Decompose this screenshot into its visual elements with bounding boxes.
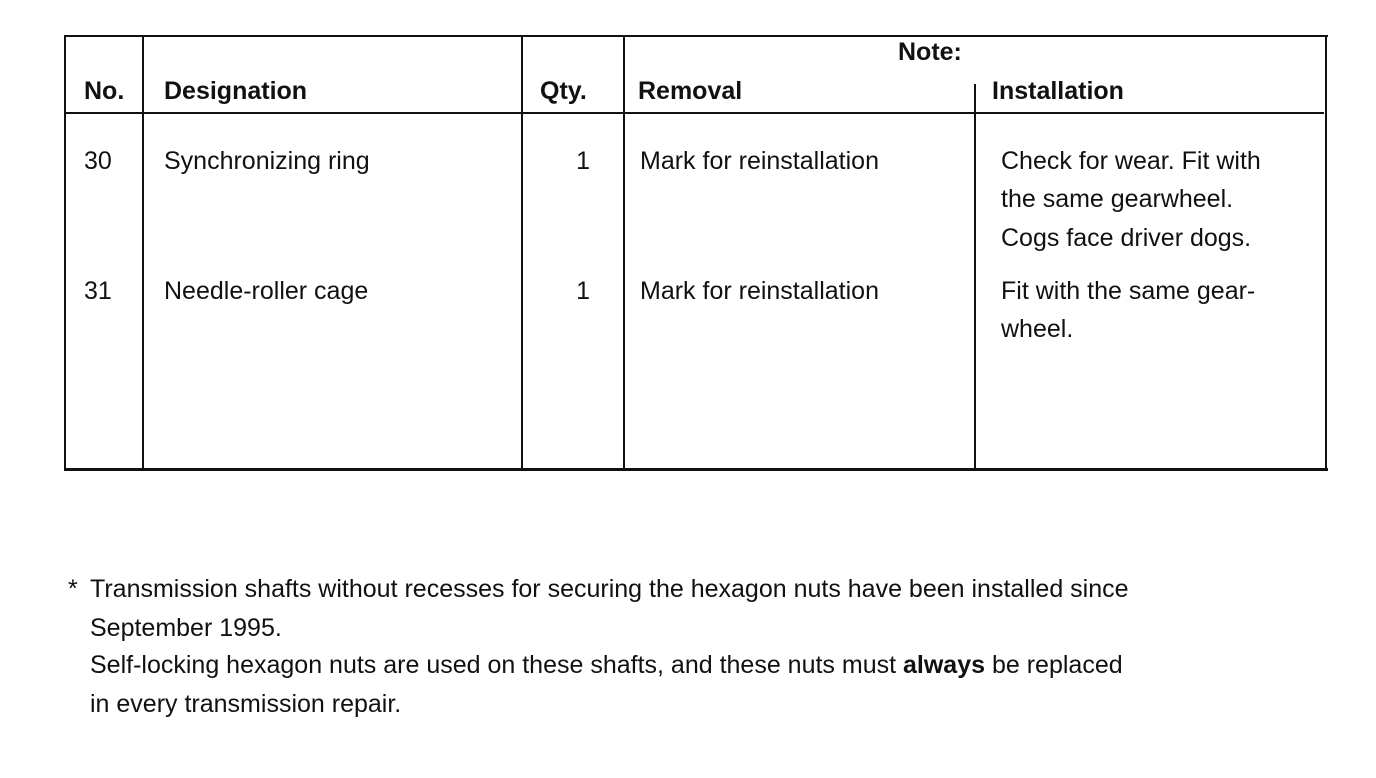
col-divider-no — [142, 35, 144, 471]
footnote-line-3 — [90, 646, 1123, 684]
header-qty: Qty. — [540, 77, 587, 105]
header-no: No. — [84, 77, 125, 105]
footnote-marker: * — [68, 575, 78, 603]
row-qty: 1 — [576, 147, 590, 175]
col-divider-qty — [623, 35, 625, 471]
table-top-border — [64, 35, 1328, 37]
footnote-line-1: Transmission shafts without recesses for securing the hexagon nuts have been installed since — [90, 575, 1129, 603]
col-divider-removal — [974, 84, 976, 471]
footnote-line-3-pre: Self-locking hexagon nuts are used on these shafts, and these nuts must — [90, 651, 904, 679]
row-designation: Needle-roller cage — [164, 277, 369, 305]
note-header: Note: — [898, 38, 962, 66]
row-removal: Mark for reinstallation — [640, 147, 879, 175]
row-qty: 1 — [576, 277, 590, 305]
header-removal: Removal — [638, 77, 743, 105]
row-installation-line-1: Fit with the same gear- — [1001, 277, 1256, 305]
footnote-line-2: September 1995. — [90, 614, 282, 642]
row-no: 30 — [84, 147, 112, 175]
row-no: 31 — [84, 277, 112, 305]
row-installation-line-3: Cogs face driver dogs. — [1001, 224, 1252, 252]
row-removal: Mark for reinstallation — [640, 277, 879, 305]
col-divider-designation — [521, 35, 523, 471]
footnote-line-3-post: be replaced — [985, 651, 1123, 679]
header-designation: Designation — [164, 77, 308, 105]
row-installation-line-2: wheel. — [1001, 315, 1074, 343]
footnote-emphasis: always — [903, 651, 986, 679]
footnote-line-4: in every transmission repair. — [90, 690, 402, 718]
header-divider — [64, 112, 1324, 114]
row-installation-line-2: the same gearwheel. — [1001, 185, 1234, 213]
row-installation-line-1: Check for wear. Fit with — [1001, 147, 1261, 175]
table-left-border — [64, 35, 66, 471]
table-bottom-border — [64, 468, 1328, 471]
header-installation: Installation — [992, 77, 1124, 105]
row-designation: Synchronizing ring — [164, 147, 370, 175]
table-right-border — [1325, 35, 1327, 471]
